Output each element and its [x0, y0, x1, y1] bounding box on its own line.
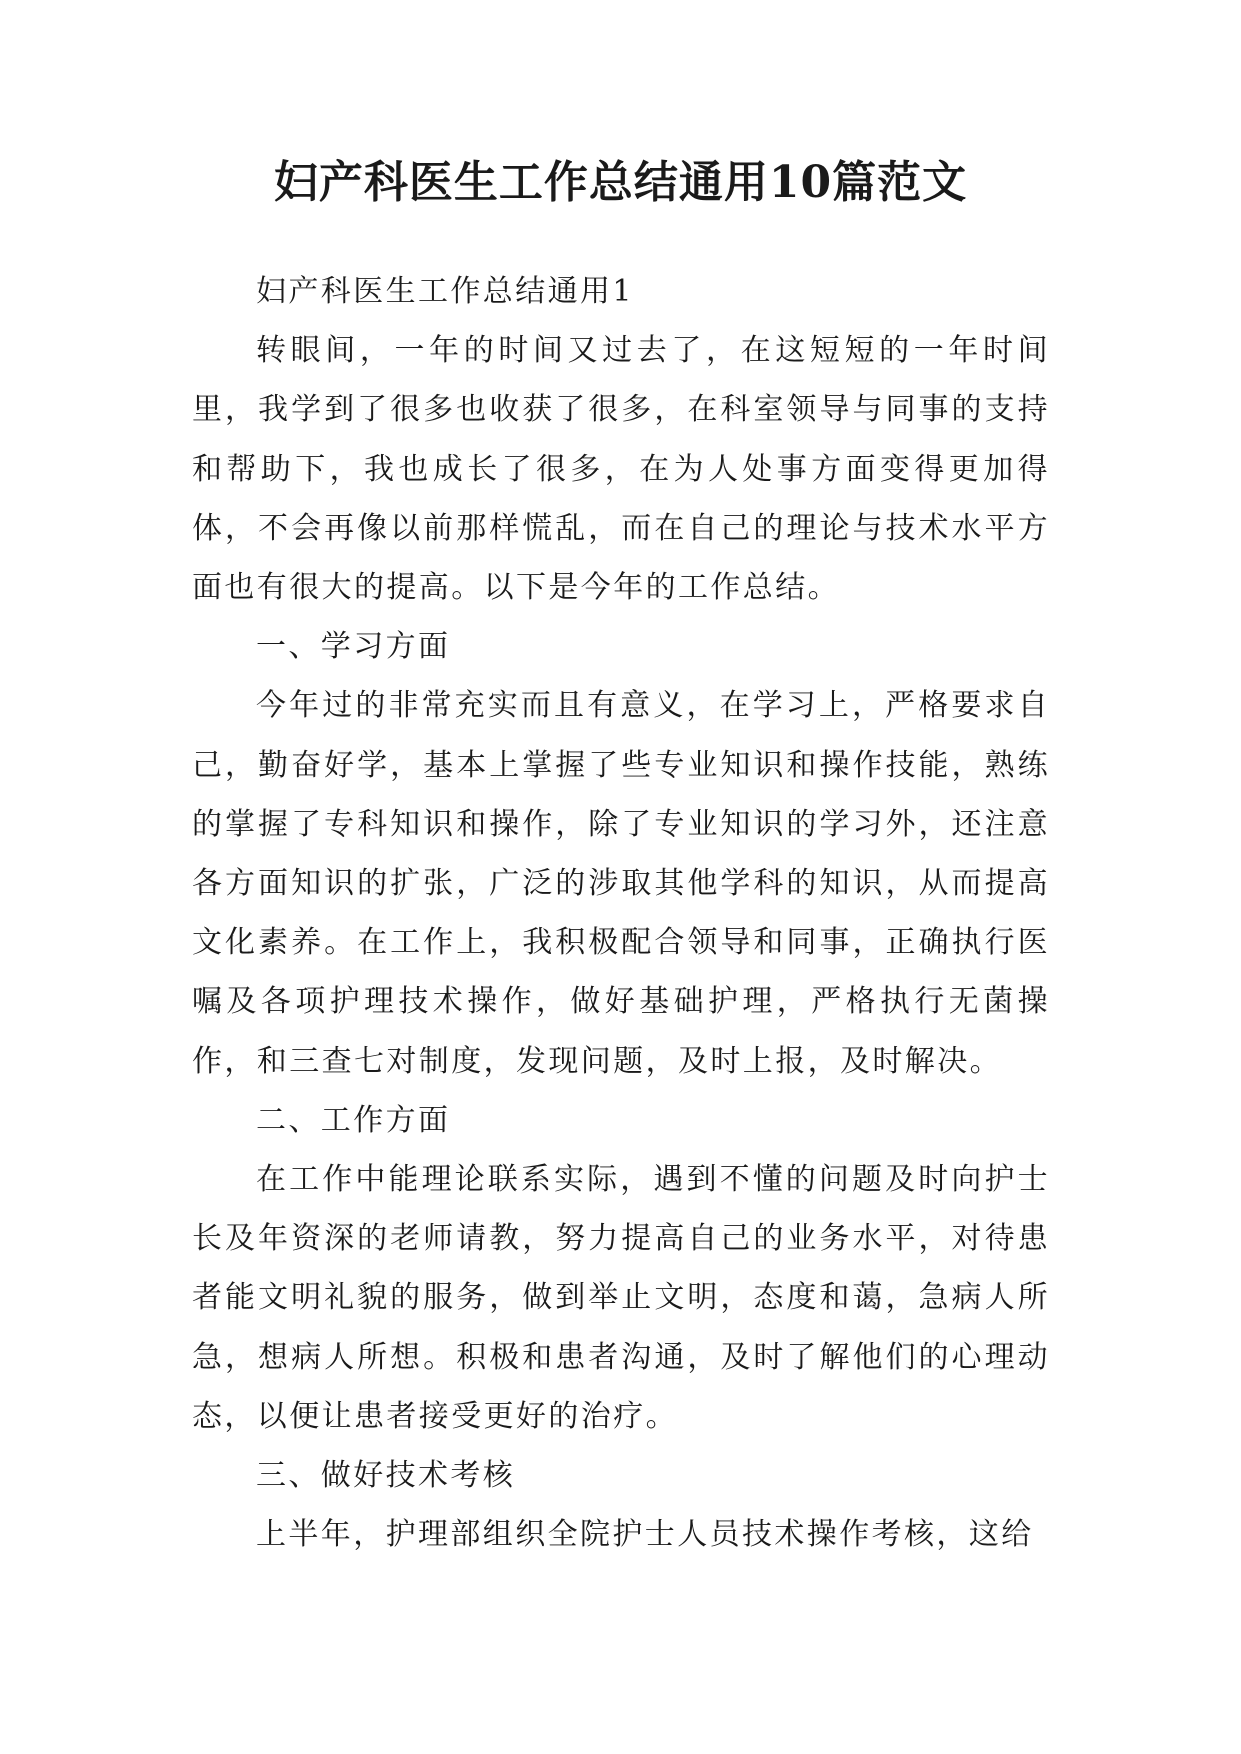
section-heading: 二、工作方面 — [256, 1102, 451, 1138]
section-heading: 一、学习方面 — [256, 629, 451, 665]
body-paragraph: 今年过的非常充实而且有意义，在学习上，严格要求自己，勤奋好学，基本上掌握了些专业知识和操作技能，熟练的掌握了专科知识和操作，除了专业知识的学习外，还注意各方面知识的扩张，广泛的涉取其他学科的知识，从而提高文化素养。在工作上，我积极配合领导和同事，正确执行医嘱及各项护理技术操作，做好基础护理，严格执行无菌操作，和三查七对制度，发现问题，及时上报，及时解决。 — [192, 688, 1050, 1079]
section-heading: 妇产科医生工作总结通用1 — [256, 274, 634, 309]
body-paragraph: 上半年，护理部组织全院护士人员技术操作考核，这给 — [256, 1517, 1034, 1553]
body-paragraph: 转眼间，一年的时间又过去了，在这短短的一年时间里，我学到了很多也收获了很多，在科室领导与同事的支持和帮助下，我也成长了很多，在为人处事方面变得更加得体，不会再像以前那样慌乱，而在自己的理论与技术水平方面也有很大的提高。以下是今年的工作总结。 — [192, 333, 1050, 606]
section-heading: 三、做好技术考核 — [256, 1458, 516, 1494]
body-paragraph: 在工作中能理论联系实际，遇到不懂的问题及时向护士长及年资深的老师请教，努力提高自己的业务水平，对待患者能文明礼貌的服务，做到举止文明，态度和蔼，急病人所急，想病人所想。积极和患者沟通，及时了解他们的心理动态，以便让患者接受更好的治疗。 — [192, 1162, 1050, 1434]
document-title: 妇产科医生工作总结通用10篇范文 — [273, 157, 968, 208]
document-body — [192, 262, 1050, 1564]
